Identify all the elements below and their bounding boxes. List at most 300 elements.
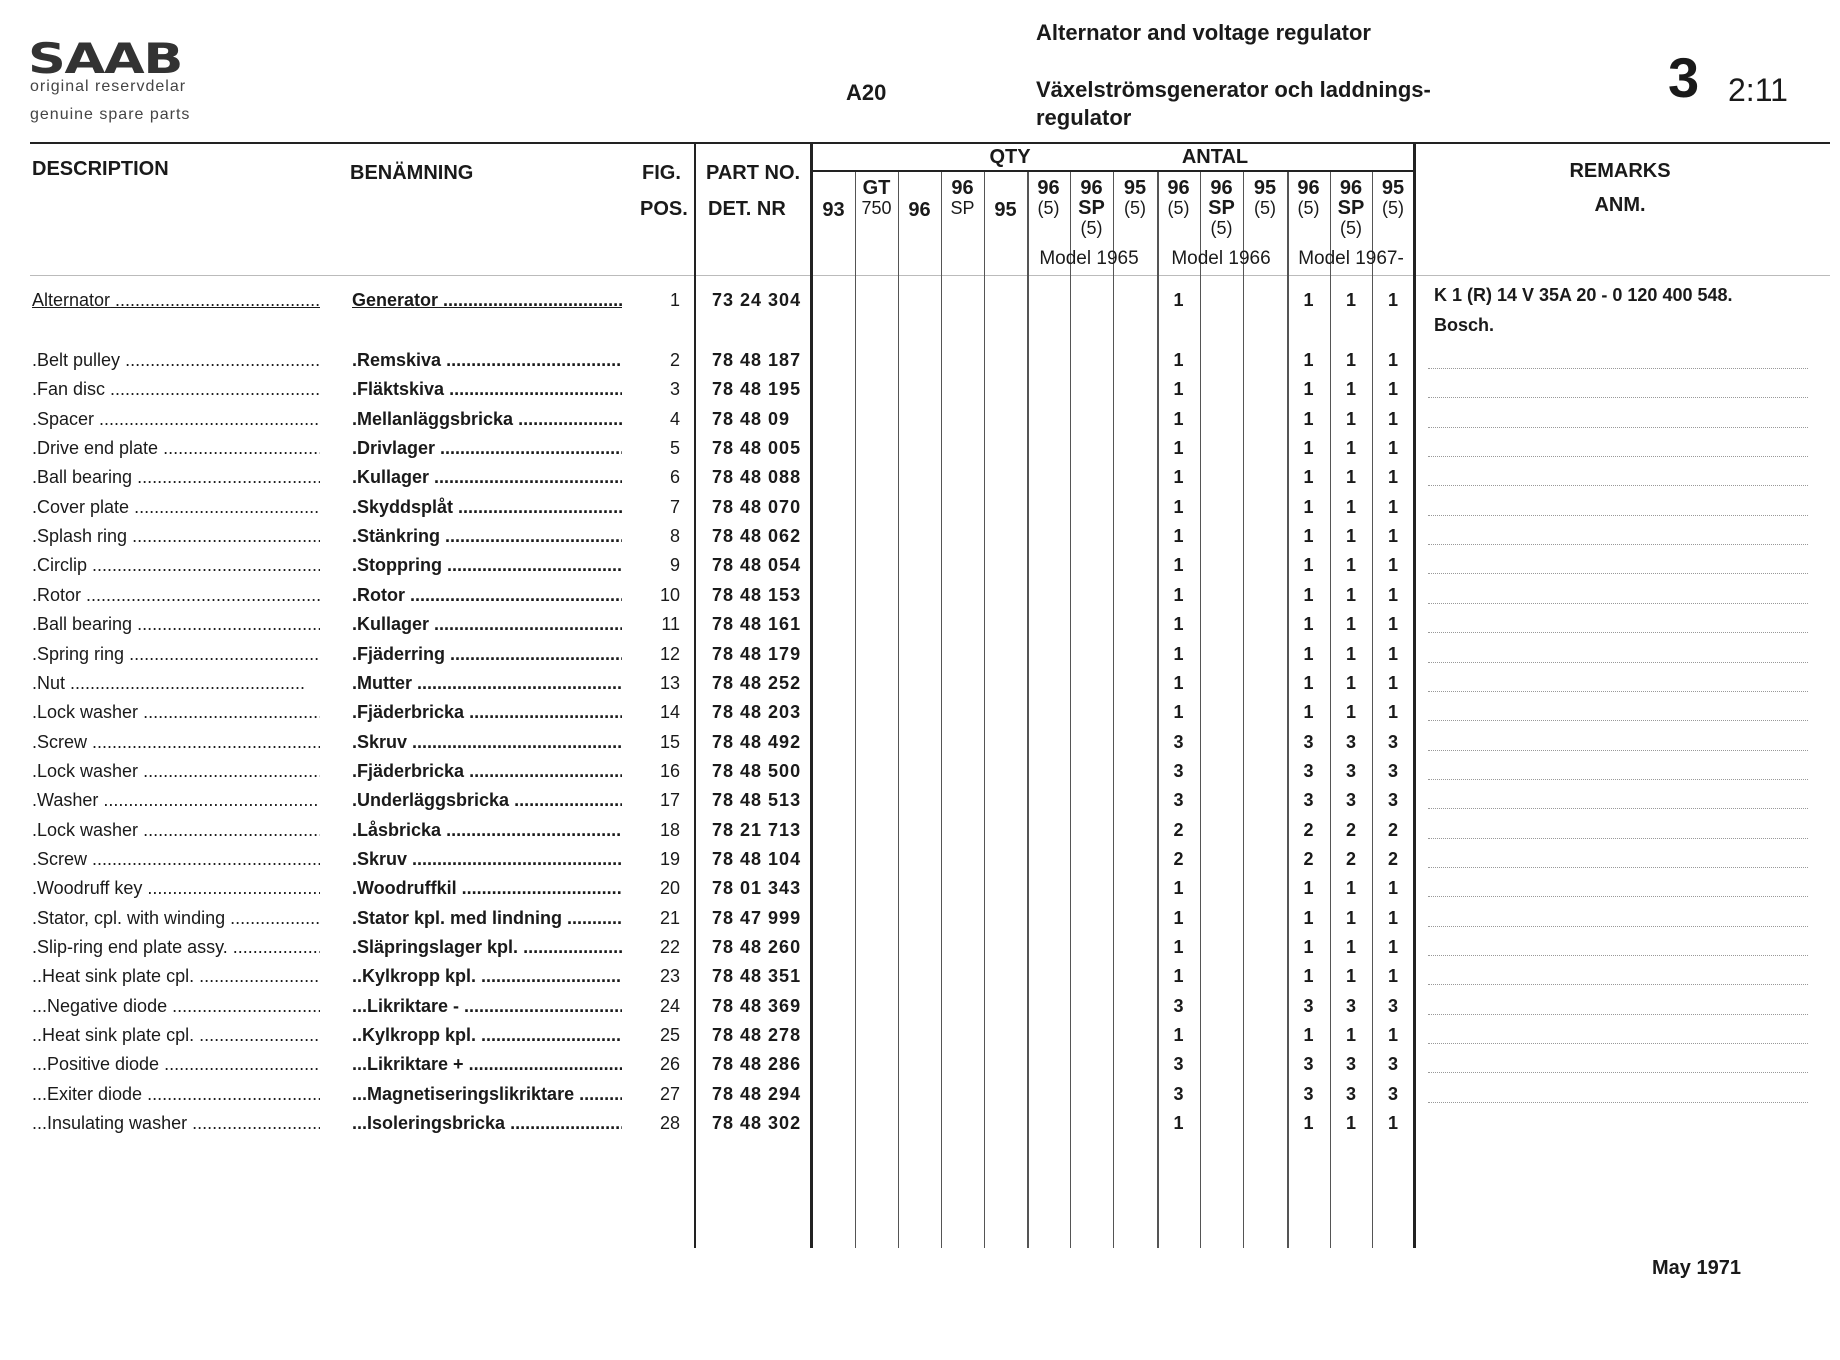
model-name: 96 [951,177,974,199]
row-qty: 2 [1303,819,1314,840]
row-qty: 3 [1387,760,1398,781]
model-col-header [1372,178,1414,218]
row-qty: 1 [1345,614,1356,635]
model-name: 95 [1381,177,1405,199]
row-pos: 2 [669,350,680,370]
row-qty: 3 [1387,1054,1398,1075]
row-pos: 25 [659,1025,680,1046]
row-qty: 3 [1387,995,1398,1016]
row-qty: 2 [1345,819,1356,840]
row-qty: 1 [1173,379,1184,400]
row-qty: 1 [1387,672,1398,693]
row-qty: 3 [1173,731,1184,752]
row-pos: 4 [669,408,680,429]
row-qty: 1 [1303,290,1314,310]
remark-dotted-line [1428,808,1808,809]
col-anm: ANM. [1594,194,1646,216]
row-part-no: 78 48 187 [712,350,802,370]
table-row [0,493,1840,522]
row-benamning: .Kullager ..... [352,610,622,639]
remark-dotted-line [1428,662,1808,663]
model-variant: SP [950,198,975,218]
row-qty: 1 [1173,643,1184,664]
row-qty: 3 [1173,1054,1184,1075]
row-qty: 1 [1345,526,1356,547]
row-part-no: 78 48 161 [712,614,802,635]
row-qty: 3 [1345,995,1356,1016]
row-description: .Circlip ..... [32,551,320,580]
row-qty: 1 [1173,672,1184,693]
row-qty: 1 [1345,643,1356,664]
model-col-header [855,178,898,218]
remark-line-1: K 1 (R) 14 V 35A 20 - 0 120 400 548. [1434,285,1733,305]
row-qty: 3 [1345,760,1356,781]
remark-dotted-line [1428,368,1808,369]
model-name: 93 [822,199,845,221]
table-row [0,816,1840,845]
row-qty: 1 [1173,1025,1184,1046]
row-qty: 1 [1387,350,1398,370]
row-qty: 1 [1345,438,1356,459]
row-qty: 1 [1345,408,1356,429]
row-part-no: 78 48 104 [712,848,802,869]
row-description: .Cover plate ..... [32,493,320,522]
section-code: A20 [846,80,887,105]
row-qty: 1 [1303,672,1314,693]
row-qty: 1 [1303,467,1314,488]
row-benamning: .Stator kpl. med lindning ..... [352,904,622,933]
row-pos: 9 [669,555,680,576]
row-qty: 1 [1387,937,1398,957]
row-qty: 1 [1387,555,1398,576]
remark-dotted-line [1428,632,1808,633]
row-part-no: 78 48 294 [712,1083,802,1104]
row-qty: 1 [1303,643,1314,664]
model-name: GT [862,177,891,199]
row-pos: 13 [659,672,680,693]
table-row [0,610,1840,639]
row-qty: 1 [1345,379,1356,400]
model-variant: (5) [1080,218,1103,238]
row-benamning: ...Likriktare - ..... [352,992,622,1021]
row-qty: 1 [1387,966,1398,987]
row-qty: 3 [1303,731,1314,752]
row-pos: 14 [659,702,680,723]
table-row [0,405,1840,434]
saab-logo: SAAB [28,34,183,83]
model-variant: 750 [861,198,892,218]
row-qty: 3 [1173,790,1184,811]
model-col-header [1287,178,1330,218]
col-antal: ANTAL [1181,146,1249,168]
row-qty: 1 [1173,907,1184,928]
row-description: .Washer ..... [32,786,320,815]
row-part-no: 78 48 286 [712,1054,802,1075]
table-row [0,1021,1840,1050]
row-description: .Drive end plate ..... [32,434,320,463]
row-qty: 1 [1387,878,1398,899]
table-row [0,874,1840,903]
row-benamning: .Mellanläggsbricka ..... [352,405,622,434]
row-pos: 20 [659,878,680,899]
title-swedish: Växelströmsgenerator och laddnings-regulator [1036,77,1431,130]
row-qty: 1 [1173,467,1184,488]
row-qty: 1 [1387,408,1398,429]
row-part-no: 78 48 513 [712,790,802,811]
row-part-no: 78 48 179 [712,643,802,664]
row-description: .Lock washer ..... [32,698,320,727]
row-qty: 1 [1387,584,1398,605]
row-pos: 27 [659,1083,680,1104]
col-qty: QTY [989,146,1031,168]
row-benamning: .Skruv ..... [352,728,622,757]
title-english: Alternator and voltage regulator [1036,20,1371,45]
row-qty: 2 [1173,819,1184,840]
row-qty: 1 [1173,526,1184,547]
table-row [0,933,1840,962]
row-benamning: .Släpringslager kpl. ..... [352,933,622,962]
remark-dotted-line [1428,573,1808,574]
model-col-header [1113,178,1157,218]
row-benamning: .Mutter ..... [352,669,622,698]
model-name: 95 [1253,177,1277,199]
row-qty: 1 [1303,1113,1314,1134]
row-qty: 1 [1173,584,1184,605]
table-row [0,463,1840,492]
model-variant: (5) [1382,198,1404,218]
row-qty: 2 [1387,848,1398,869]
table-row [0,962,1840,991]
row-qty: 1 [1387,614,1398,635]
row-qty: 3 [1387,1083,1398,1104]
table-row [0,757,1840,786]
row-pos: 18 [659,819,680,840]
model-col-header [984,200,1027,220]
model-col-header [1027,178,1070,218]
row-qty: 1 [1303,878,1314,899]
remark-dotted-line [1428,955,1808,956]
row-qty: 1 [1303,379,1314,400]
model-variant: (5) [1340,218,1362,238]
row-qty: 1 [1303,614,1314,635]
remark-dotted-line [1428,926,1808,927]
row-benamning: ..Kylkropp kpl. ..... [352,1021,622,1050]
row-benamning: ..Kylkropp kpl. ..... [352,962,622,991]
table-row [0,698,1840,727]
top-rule [30,142,1830,144]
row-qty: 1 [1173,555,1184,576]
row-qty: 1 [1303,408,1314,429]
row-part-no: 78 48 070 [712,496,802,517]
row-benamning: .Skruv ..... [352,845,622,874]
col-remarks: REMARKS [1569,160,1671,182]
row-qty: 3 [1173,1083,1184,1104]
row-part-no: 78 48 054 [712,555,802,576]
row-qty: 3 [1173,760,1184,781]
row-description: .Screw ..... [32,845,320,874]
row-description: .Belt pulley ..... [32,346,320,375]
model-variant: (5) [1167,198,1190,218]
row-qty: 1 [1173,438,1184,459]
remark-line-2: Bosch. [1434,315,1495,335]
row-part-no: 78 48 302 [712,1113,802,1134]
remark-dotted-line [1428,750,1808,751]
row-description: .Nut ..... [32,669,320,698]
model-year-1967: Model 1967- [1298,248,1404,269]
row-qty: 1 [1387,907,1398,928]
row-benamning: .Drivlager ..... [352,434,622,463]
remark-dotted-line [1428,1014,1808,1015]
row-qty: 2 [1173,848,1184,869]
row-part-no: 78 48 260 [712,937,802,957]
row-qty: 1 [1387,290,1398,310]
row-pos: 11 [661,614,680,635]
row-qty: 1 [1173,408,1184,429]
page-number: 2:11 [1728,72,1788,108]
row-part-no: 78 48 195 [712,379,802,400]
row-benamning: .Underläggsbricka ..... [352,786,622,815]
col-description: DESCRIPTION [32,158,169,180]
remark-dotted-line [1428,1072,1808,1073]
row-benamning: .Woodruffkil ..... [352,874,622,903]
row-qty: 1 [1387,438,1398,459]
row-benamning: .Rotor ..... [352,581,622,610]
table-row [0,522,1840,551]
row-pos: 8 [669,526,680,547]
row-qty: 1 [1345,702,1356,723]
header-bottom-rule [30,275,1830,276]
table-row [0,434,1840,463]
model-name: 96 [908,199,931,221]
row-qty: 2 [1345,848,1356,869]
remark-dotted-line [1428,515,1808,516]
row-pos: 6 [669,467,680,488]
row-description: .Splash ring ..... [32,522,320,551]
row-part-no: 78 48 203 [712,702,802,723]
row-description: .Stator, cpl. with winding ..... [32,904,320,933]
remark-dotted-line [1428,779,1808,780]
table-row [0,845,1840,874]
row-pos: 23 [659,966,680,987]
row-qty: 1 [1345,966,1356,987]
row-qty: 1 [1303,350,1314,370]
row-pos: 5 [669,438,680,459]
row-description: ...Insulating washer ..... [32,1109,320,1138]
remark-dotted-line [1428,427,1808,428]
remark-dotted-line [1428,397,1808,398]
row-description: .Lock washer ..... [32,757,320,786]
remark-dotted-line [1428,603,1808,604]
row-qty: 1 [1387,496,1398,517]
row-qty: 1 [1387,702,1398,723]
row-description: .Ball bearing ..... [32,610,320,639]
row-description: .Fan disc ..... [32,375,320,404]
model-col-header [1330,178,1372,238]
table-row [0,1050,1840,1079]
row-part-no: 78 48 278 [712,1025,802,1046]
col-pos: POS. [640,198,688,220]
table-row [0,786,1840,815]
row-qty: 3 [1303,995,1314,1016]
row-part-no: 78 48 492 [712,731,802,752]
row-pos: 1 [669,290,680,310]
row-description: .Screw ..... [32,728,320,757]
row-pos: 17 [659,790,680,811]
remark-dotted-line [1428,1043,1808,1044]
model-variant: (5) [1124,198,1146,218]
footer-date: May 1971 [1652,1257,1741,1279]
table-row [0,1080,1840,1109]
model-name: 95 [994,199,1017,221]
row-benamning: .Fjäderbricka ..... [352,698,622,727]
row-qty: 1 [1303,555,1314,576]
row-qty: 1 [1173,614,1184,635]
row-qty: 1 [1387,643,1398,664]
row-benamning: ...Magnetiseringslikriktare ..... [352,1080,622,1109]
row-benamning: ...Isoleringsbricka ..... [352,1109,622,1138]
row-description: ...Exiter diode ..... [32,1080,320,1109]
row-qty: 1 [1345,584,1356,605]
row-qty: 1 [1303,526,1314,547]
row-part-no: 78 48 153 [712,584,802,605]
model-year-1966: Model 1966 [1171,248,1271,269]
row-qty: 3 [1303,1054,1314,1075]
row-benamning: ...Likriktare + ..... [352,1050,622,1079]
model-variant: (5) [1297,198,1320,218]
row-description: .Ball bearing ..... [32,463,320,492]
row-benamning: .Kullager ..... [352,463,622,492]
subtitle-swedish: original reservdelar [30,78,187,95]
col-det-nr: DET. NR [708,198,786,220]
remark-dotted-line [1428,896,1808,897]
model-name: 96 [1167,177,1190,199]
row-qty: 1 [1387,1025,1398,1046]
row-qty: 1 [1173,878,1184,899]
row-qty: 2 [1387,819,1398,840]
row-part-no: 78 48 351 [712,966,802,987]
row-pos: 15 [659,731,680,752]
row-pos: 24 [659,995,680,1016]
row-qty: 3 [1303,790,1314,811]
row-qty: 1 [1173,1113,1184,1134]
row-description: .Rotor ..... [32,581,320,610]
row-qty: 3 [1173,995,1184,1016]
row-qty: 1 [1345,878,1356,899]
col-fig: FIG. [642,162,681,184]
row-qty: 3 [1303,760,1314,781]
row-qty: 1 [1173,496,1184,517]
model-variant: (5) [1037,198,1060,218]
model-variant: (5) [1254,198,1276,218]
model-col-header [941,178,984,218]
row-qty: 1 [1303,966,1314,987]
row-qty: 1 [1303,584,1314,605]
row-qty: 1 [1387,1113,1398,1134]
row-qty: 1 [1173,966,1184,987]
row-description: ...Negative diode ..... [32,992,320,1021]
row-description: Alternator ..... [32,286,320,315]
row-pos: 16 [659,760,680,781]
model-year-1965: Model 1965 [1039,248,1139,269]
row-qty: 1 [1173,350,1184,370]
remark-dotted-line [1428,456,1808,457]
row-part-no: 78 01 343 [712,878,802,899]
model-name: 96 [1297,177,1320,199]
col-benamning: BENÄMNING [350,162,474,184]
table-row [0,992,1840,1021]
remark-dotted-line [1428,720,1808,721]
row-qty: 1 [1345,1113,1356,1134]
row-benamning: .Låsbricka ..... [352,816,622,845]
row-part-no: 78 48 500 [712,760,802,781]
row-description: ..Heat sink plate cpl. ..... [32,1021,320,1050]
row-pos: 19 [659,848,680,869]
row-qty: 3 [1345,731,1356,752]
row-qty: 1 [1345,555,1356,576]
table-row [0,346,1840,375]
model-name: 96 [1037,177,1060,199]
row-qty: 1 [1345,937,1356,957]
row-pos: 7 [669,496,680,517]
table-row [0,904,1840,933]
model-name: 96 SP [1337,177,1365,219]
row-part-no: 78 48 09 [712,408,791,429]
row-qty: 1 [1303,907,1314,928]
row-qty: 1 [1173,702,1184,723]
row-part-no: 78 21 713 [712,819,802,840]
row-benamning: .Fläktskiva ..... [352,375,622,404]
model-name: 95 [1123,177,1147,199]
group-number: 3 [1668,46,1700,109]
row-part-no: 73 24 304 [712,290,802,310]
row-qty: 1 [1303,438,1314,459]
table-row [0,728,1840,757]
row-benamning: Generator ..... [352,286,622,315]
row-qty: 3 [1345,1054,1356,1075]
row-qty: 3 [1387,790,1398,811]
row-benamning: .Fjäderbricka ..... [352,757,622,786]
remark-dotted-line [1428,984,1808,985]
row-part-no: 78 48 088 [712,467,802,488]
remark-dotted-line [1428,544,1808,545]
row-description: ..Heat sink plate cpl. ..... [32,962,320,991]
row-qty: 3 [1303,1083,1314,1104]
row-description: .Spring ring ..... [32,640,320,669]
row-benamning: .Remskiva ..... [352,346,622,375]
model-col-header [898,200,941,220]
row-description: .Lock washer ..... [32,816,320,845]
row-qty: 1 [1345,496,1356,517]
row-qty: 1 [1345,290,1356,310]
table-row [0,581,1840,610]
row-part-no: 78 48 369 [712,995,802,1016]
row-part-no: 78 48 252 [712,672,802,693]
row-benamning: .Fjäderring ..... [352,640,622,669]
subtitle-english: genuine spare parts [30,106,191,123]
row-qty: 1 [1387,467,1398,488]
row-benamning: .Stänkring ..... [352,522,622,551]
remark-dotted-line [1428,867,1808,868]
row-description: .Woodruff key ..... [32,874,320,903]
remark-dotted-line [1428,485,1808,486]
row-qty: 1 [1303,1025,1314,1046]
model-name: 96 SP [1078,177,1105,219]
row-qty: 3 [1345,790,1356,811]
row-pos: 12 [659,643,680,664]
remark-dotted-line [1428,691,1808,692]
row-qty: 1 [1387,526,1398,547]
model-col-header [1070,178,1113,238]
